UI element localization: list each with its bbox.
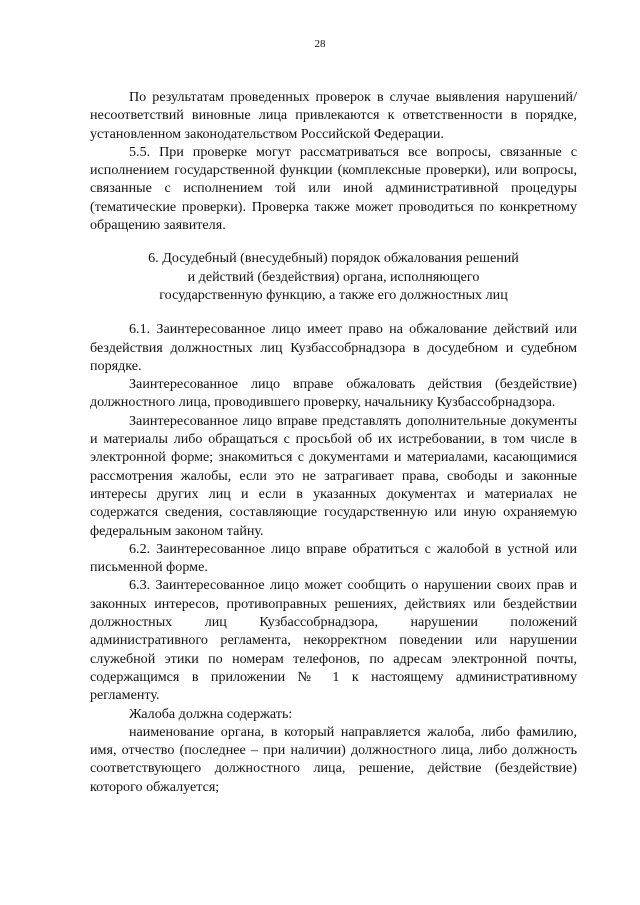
section-6-heading-line-2: и действий (бездействия) органа, исполняющего: [187, 268, 480, 285]
page-number: 28: [314, 38, 326, 50]
paragraph-5-5: 5.5. При проверке могут рассматриваться все вопросы, связанные с исполнением государственной функции (комплексные проверки), или вопросы, связанные с исполнением той или иной административной процедуры (тематические проверки). Проверка также может проводиться по конкретному обращению заявителя.: [90, 143, 577, 234]
section-6-heading-line-3: государственную функцию, а также его должностных лиц: [159, 286, 508, 303]
section-6-heading-line-1: 6. Досудебный (внесудебный) порядок обжалования решений: [148, 250, 519, 267]
paragraph-authority-name: наименование органа, в который направляется жалоба, либо фамилию, имя, отчество (последнее – при наличии) должностного лица, либо должность соответствующего должностного лица, решение, действие (бездействие) которого обжалуется;: [90, 723, 577, 795]
paragraph-6-3: 6.3. Заинтересованное лицо может сообщить о нарушении своих прав и законных интересов, противоправных решениях, действиях или бездействии должностных лиц Кузбассобрнадзора, нарушении положений административного регламента, некорректном поведении или нарушении служебной этики по номерам телефонов, по адресам электронной почты, содержащимся в приложении № 1 к настоящему административному регламенту.: [90, 577, 577, 704]
paragraph-appeal-to-head: Заинтересованное лицо вправе обжаловать действия (бездействие) должностного лица, проводившего проверку, начальнику Кузбассобрнадзора.: [90, 376, 577, 411]
section-6-heading: [90, 249, 577, 304]
paragraph-6-2: 6.2. Заинтересованное лицо вправе обратиться с жалобой в устной или письменной форме.: [90, 540, 577, 576]
paragraph-6-1: 6.1. Заинтересованное лицо имеет право на обжалование действий или бездействия должностных лиц Кузбассобрнадзора в досудебном и судебном порядке.: [90, 321, 577, 374]
paragraph-violations-liability: По результатам проведенных проверок в случае выявления нарушений/несоответствий виновные лица привлекаются к ответственности в порядке, установленном законодательством Российской Федерации.: [90, 89, 577, 142]
paragraph-complaint-contents: Жалоба должна содержать:: [129, 705, 293, 722]
document-body: [90, 88, 577, 796]
paragraph-additional-documents: Заинтересованное лицо вправе представлять дополнительные документы и материалы либо обращаться с просьбой об их истребовании, в том числе в электронной форме; знакомиться с документами и материалами, касающимися рассмотрения жалобы, если это не затрагивает права, свободы и законные интересы других лиц и если в указанных документах и материалах не содержатся сведения, составляющие государственную или иную охраняемую федеральным законом тайну.: [90, 412, 577, 539]
